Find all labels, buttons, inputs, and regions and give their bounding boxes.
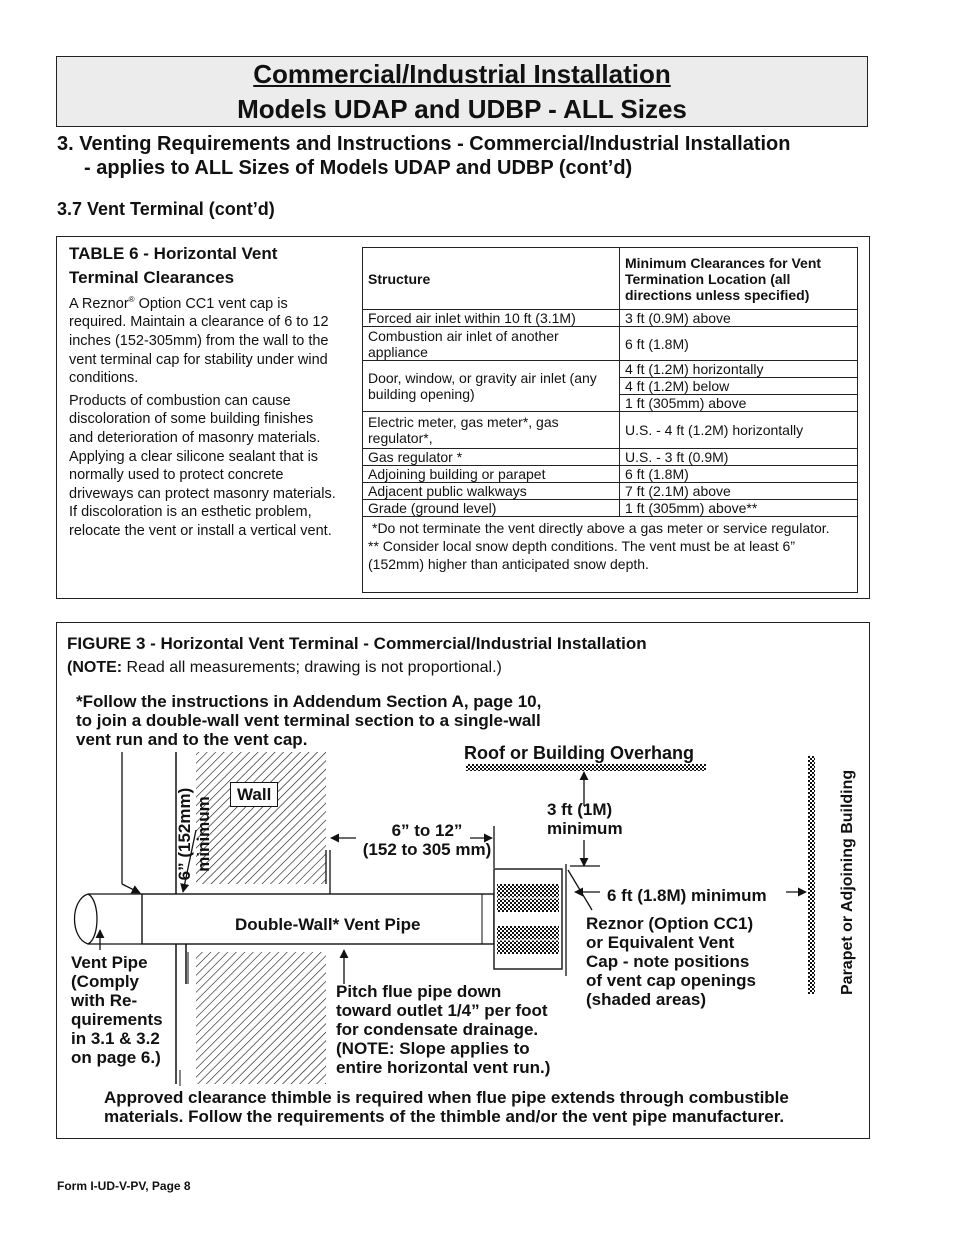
pitch-label <box>336 982 550 1077</box>
vent-cap-label <box>586 914 756 1009</box>
pipe-label: Double-Wall* Vent Pipe <box>235 915 421 934</box>
span-line2: (152 to 305 mm) <box>362 840 492 859</box>
cell-clearance: 3 ft (0.9M) above <box>620 310 858 327</box>
note-text: Read all measurements; drawing is not proportional.) <box>122 659 502 676</box>
vent-pipe-line: on page 6.) <box>71 1048 161 1067</box>
cell-clearance: 6 ft (1.8M) <box>620 466 858 483</box>
cell-structure: Adjacent public walkways <box>363 483 620 500</box>
note-paren: ( <box>67 659 73 676</box>
thimble-line2: materials. Follow the requirements of the thimble and/or the vent pipe manufacturer. <box>104 1107 785 1126</box>
six-inch-line1: 6” (152mm) <box>175 787 194 881</box>
six-ft-label: 6 ft (1.8M) minimum <box>607 886 767 905</box>
roof-label: Roof or Building Overhang <box>464 743 694 763</box>
three-ft-label <box>547 800 623 838</box>
wall-upper <box>196 752 326 884</box>
cell-clearance: 7 ft (2.1M) above <box>620 483 858 500</box>
cell-structure: Gas regulator * <box>363 449 620 466</box>
pitch-line: toward outlet 1/4” per foot <box>336 1001 548 1020</box>
roof-overhang <box>466 764 706 771</box>
cell-clearance: 1 ft (305mm) above <box>620 395 858 412</box>
span-line1: 6” to 12” <box>391 821 463 840</box>
cell-structure: Grade (ground level) <box>363 500 620 517</box>
pitch-line: entire horizontal vent run.) <box>336 1058 551 1077</box>
wall-lower <box>196 952 326 1084</box>
para1-text-a: A Reznor <box>69 295 129 312</box>
cell-clearance: U.S. - 4 ft (1.2M) horizontally <box>620 412 858 449</box>
pitch-line: (NOTE: Slope applies to <box>336 1039 530 1058</box>
table6-title-line2: Terminal Clearances <box>69 268 235 287</box>
cap-line1: Reznor (Option CC1) <box>586 914 754 933</box>
cell-clearance: 6 ft (1.8M) <box>620 327 858 361</box>
cell-structure: Forced air inlet within 10 ft (3.1M) <box>363 310 620 327</box>
vent-pipe-label <box>71 953 163 1067</box>
thimble-line1: Approved clearance thimble is required when flue pipe extends through combustible <box>104 1088 789 1107</box>
cell-structure: Electric meter, gas meter*, gas regulator*, <box>363 412 620 449</box>
addendum-line2: to join a double-wall vent terminal section to a single-wall <box>76 711 541 730</box>
cap-pointer <box>568 870 592 910</box>
cell-structure: Door, window, or gravity air inlet (any building opening) <box>363 361 620 412</box>
page-footer: Form I-UD-V-PV, Page 8 <box>57 1179 191 1193</box>
cell-clearance: 4 ft (1.2M) horizontally <box>620 361 858 378</box>
six-inch-arrow <box>122 884 140 893</box>
footnote-1: *Do not terminate the vent directly above a gas meter or service regulator. <box>372 520 830 536</box>
vent-pipe-line: with Re- <box>71 991 138 1010</box>
subsection-heading: 3.7 Vent Terminal (cont’d) <box>57 199 275 219</box>
cell-clearance: 4 ft (1.2M) below <box>620 378 858 395</box>
page-title-line2: Models UDAP and UDBP - ALL Sizes <box>237 94 687 124</box>
table6-title-line1: TABLE 6 - Horizontal Vent <box>69 244 278 263</box>
cap-line3: Cap - note positions <box>586 952 750 971</box>
pitch-line: Pitch flue pipe down <box>336 982 502 1001</box>
six-inch-line2: minimum <box>194 796 213 872</box>
three-ft-line2: minimum <box>547 819 623 838</box>
section-heading-line2: - applies to ALL Sizes of Models UDAP and UDBP (cont’d) <box>84 157 633 179</box>
six-inch-min-label <box>175 784 213 884</box>
footnote-2: ** Consider local snow depth conditions. The vent must be at least 6” (152mm) higher than anticipated snow depth. <box>368 538 795 572</box>
parapet-wall <box>808 756 815 994</box>
addendum-line1: *Follow the instructions in Addendum Section A, page 10, <box>76 692 542 711</box>
note-label: NOTE: <box>72 659 123 676</box>
cell-clearance: 1 ft (305mm) above** <box>620 500 858 517</box>
cap-line4: of vent cap openings <box>586 971 757 990</box>
cap-line5: (shaded areas) <box>586 990 706 1009</box>
wall-label: Wall <box>230 782 278 807</box>
three-ft-line1: 3 ft (1M) <box>547 800 613 819</box>
cell-structure: Combustion air inlet of another appliance <box>363 327 620 361</box>
vent-pipe-line: (Comply <box>71 972 139 991</box>
pipe-end <box>75 894 98 944</box>
section-heading-line1: 3. Venting Requirements and Instructions - Commercial/Industrial Installation <box>57 133 791 155</box>
cell-clearance: U.S. - 3 ft (0.9M) <box>620 449 858 466</box>
page-title-line1: Commercial/Industrial Installation <box>253 59 671 89</box>
figure3-title: FIGURE 3 - Horizontal Vent Terminal - Commercial/Industrial Installation <box>67 634 647 653</box>
cap-line2: or Equivalent Vent <box>586 933 735 952</box>
registered-mark: ® <box>128 295 135 304</box>
cell-structure: Adjoining building or parapet <box>363 466 620 483</box>
vent-pipe-line: quirements <box>71 1010 163 1029</box>
header-structure: Structure <box>363 248 620 310</box>
table6-paragraph2: Products of combustion can cause discoloration of some building finishes and deterioration of masonry materials. Applying a clear silicone sealant that is normally used to protect concrete driveways can protect masonry materials. If discoloration is an esthetic problem, relocate the vent or install a vertical vent. <box>69 392 336 539</box>
para1-text-b: Option CC1 vent cap is required. Maintain a clearance of 6 to 12 inches (152-305mm) from the wall to the vent terminal cap for stability under wind conditions. <box>69 295 329 387</box>
vent-pipe-line: Vent Pipe <box>71 953 148 972</box>
pitch-line: for condensate drainage. <box>336 1020 539 1039</box>
addendum-line3: vent run and to the vent cap. <box>76 730 308 749</box>
header-clearance: Minimum Clearances for Vent Termination Location (all directions unless specified) <box>620 248 858 310</box>
span-label <box>358 821 496 859</box>
parapet-label: Parapet or Adjoining Building <box>839 769 856 995</box>
vent-pipe-line: in 3.1 & 3.2 <box>71 1029 160 1048</box>
